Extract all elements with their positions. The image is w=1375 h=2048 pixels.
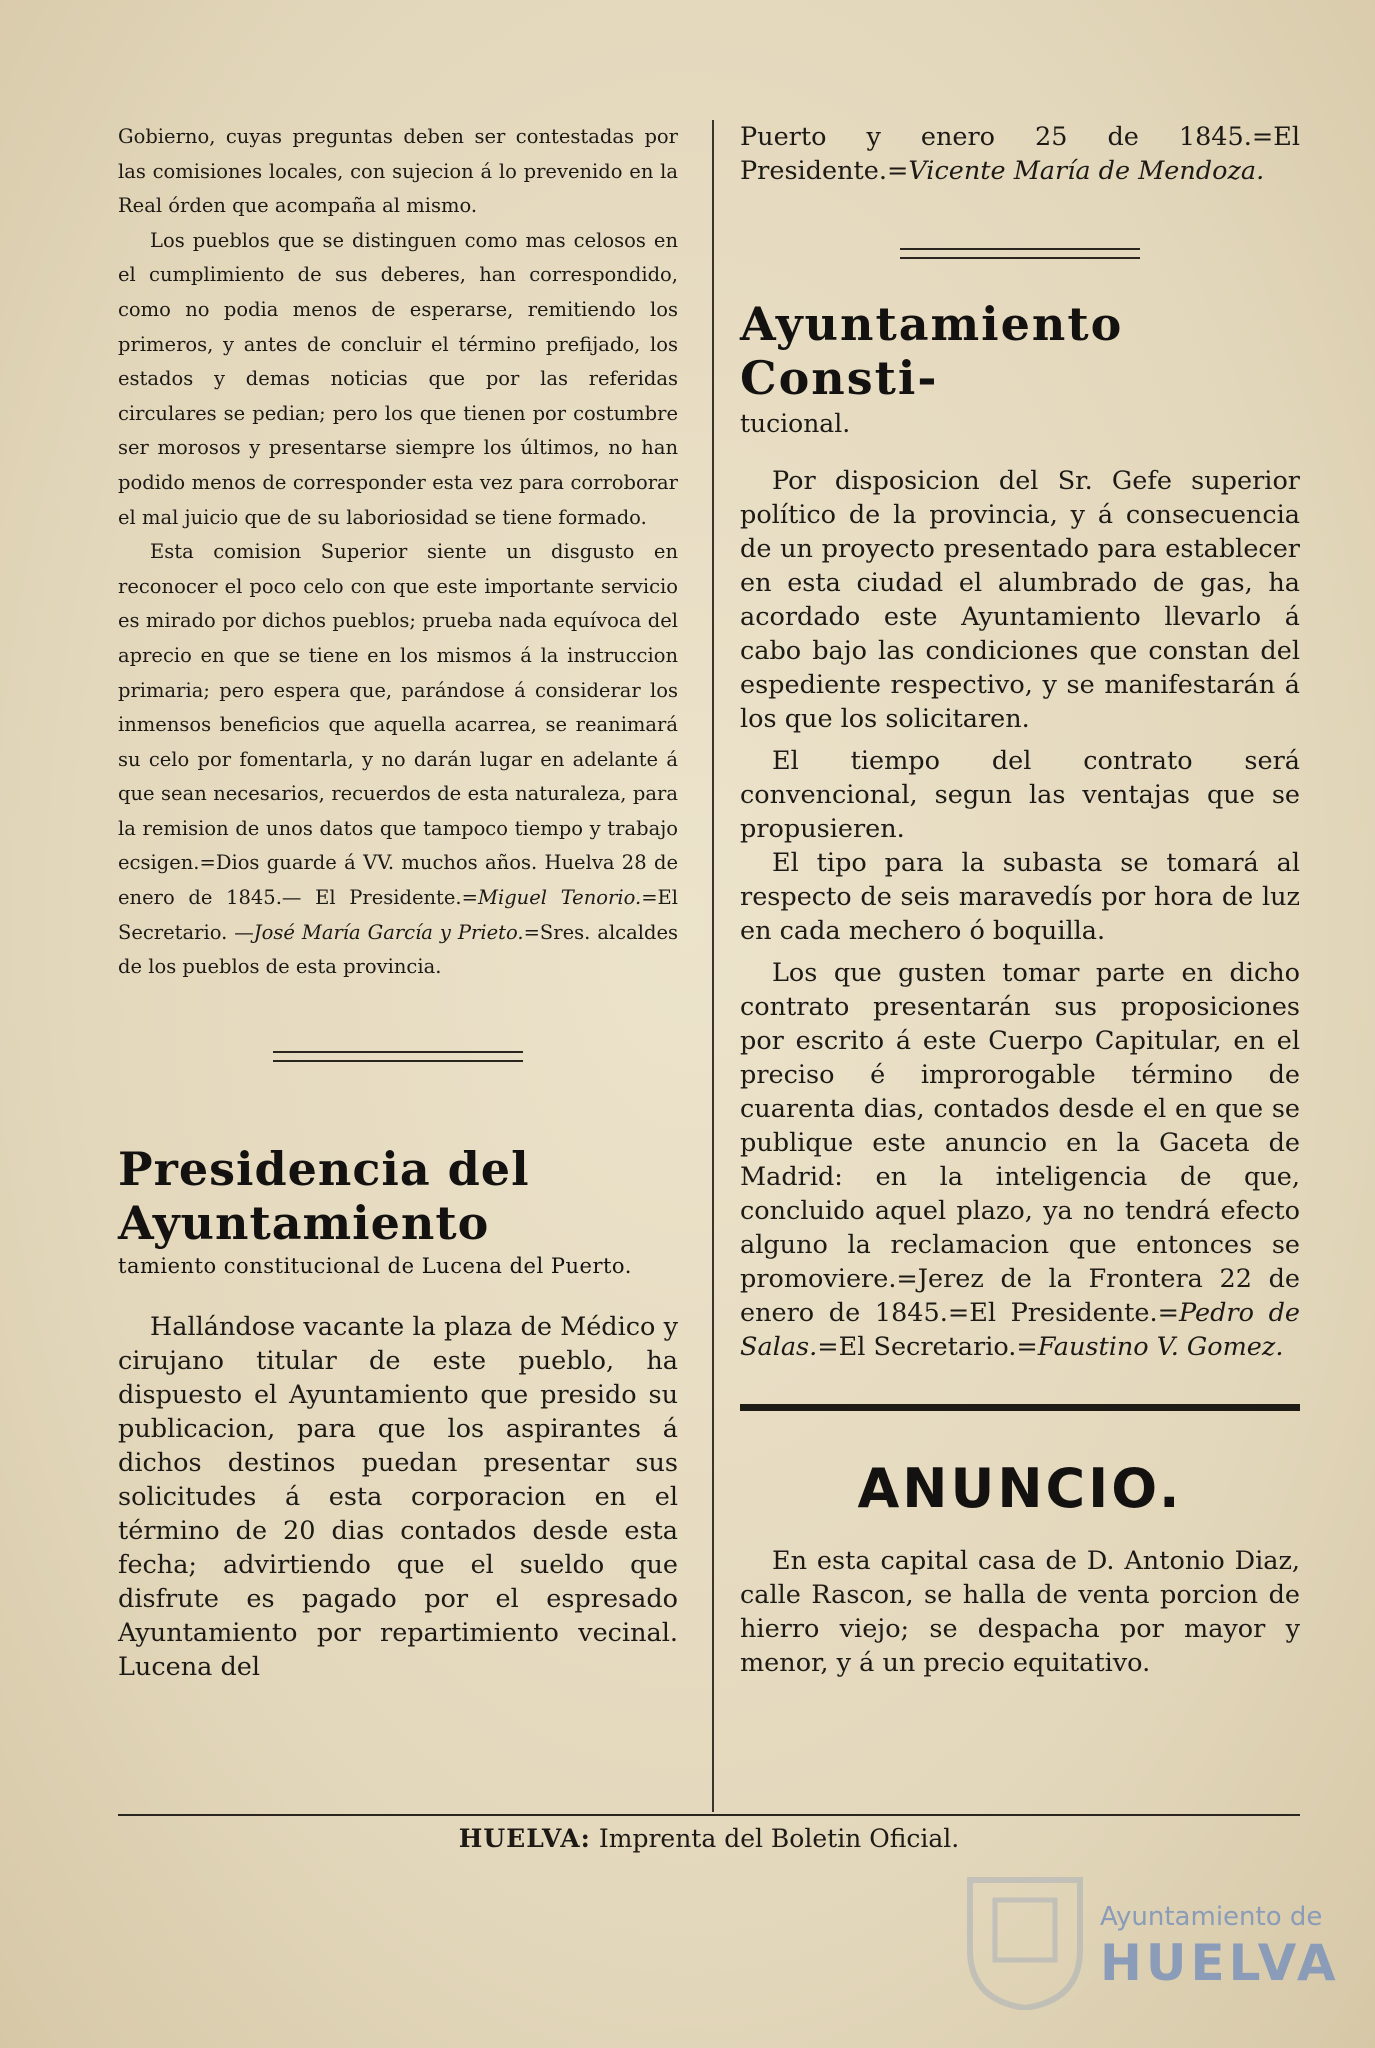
section-heading: Presidencia del Ayuntamiento (118, 1141, 530, 1250)
paragraph: Hallándose vacante la plaza de Médico y cirujano titular de este pueblo, ha dispuesto el Ayuntamiento que presido su publicacion, para que los aspirantes á dichos destinos puedan presentar sus solicitudes á esta corporacion en el término de 20 dias contados desde esta fecha; advirtiendo que el sueldo que disfrute es pagado por el espresado Ayuntamiento por repartimiento vecinal. Lucena del (118, 1311, 678, 1682)
imprint-place: HUELVA: (458, 1824, 591, 1853)
paragraph: El tiempo del contrato será convencional, segun las ventajas que se propusieren. (740, 746, 1300, 844)
imprint-line (118, 1824, 1300, 1853)
section-divider (900, 248, 1140, 259)
signature: Faustino V. Gomez. (1037, 1332, 1284, 1362)
footer (118, 1814, 1300, 1853)
signature: José María García y Prieto. (253, 920, 524, 944)
paragraph-text: Esta comision Superior siente un disgusto en reconocer el poco celo con que este importante servicio es mirado por dichos pueblos; prueba nada equívoca del aprecio en que se tiene en los mismos á la instruccion primaria; pero espera que, parándose á considerar los inmensos beneficios que aquella acarrea, se reanimará su celo por fomentarla, y no darán lugar en adelante á que sean necesarios, recuerdos de esta naturaleza, para la remision de unos datos que tampoco tiempo y trabajo ecsigen.=Dios guarde á VV. muchos años. Huelva 28 de enero de 1845.— El Presidente.= (118, 540, 678, 910)
footer-rule (118, 1814, 1300, 1816)
paragraph-text: =El Secretario.= (817, 1332, 1038, 1362)
lucena-notice-end (740, 120, 1300, 188)
paragraph-text: Los que gusten tomar parte en dicho contrato presentarán sus proposiciones por escrito á este Cuerpo Capitular, en el preciso é improrogable término de cuarenta dias, contados desde el en que se publique este anuncio en la Gaceta de Madrid: en la inteligencia de que, concluido aquel plazo, ya no tendrá efecto alguno la reclamacion que entonces se promoviere.=Jerez de la Frontera 22 de enero de 1845.=El Presidente.= (740, 958, 1300, 1328)
commission-notice (118, 120, 678, 985)
section-divider (740, 1404, 1300, 1411)
column-divider (712, 120, 714, 1812)
paragraph (740, 956, 1300, 1364)
right-column (740, 120, 1300, 1680)
section-subheading: tamiento constitucional de Lucena del Puerto. (118, 1253, 632, 1278)
paragraph: Por disposicion del Sr. Gefe superior político de la provincia, y á consecuencia de un proyecto presentado para establecer en esta ciudad el alumbrado de gas, ha acordado este Ayuntamiento llevarlo á cabo bajo las condiciones que constan del espediente respectivo, y se manifestarán á los que los solicitaren. (740, 466, 1300, 734)
paragraph: El tipo para la subasta se tomará al respecto de seis maravedís por hora de luz en cada mechero ó boquilla. (740, 848, 1300, 946)
imprint-text: Imprenta del Boletin Oficial. (598, 1824, 960, 1853)
left-column (118, 120, 678, 1684)
anuncio-heading: ANUNCIO. (857, 1457, 1183, 1520)
paragraph-text: Puerto y enero 25 de 1845.=El Presidente.= (740, 122, 1300, 186)
anuncio-notice (740, 1457, 1300, 1680)
section-heading: Ayuntamiento Consti- (740, 297, 1124, 405)
paragraph: Gobierno, cuyas preguntas deben ser contestadas por las comisiones locales, con sujecion á lo prevenido en la Real órden que acompaña al mismo. (118, 125, 678, 218)
watermark-line2: HUELVA (1100, 1934, 1340, 1992)
lucena-notice (118, 1142, 678, 1684)
signature: Pedro de Salas. (740, 1298, 1300, 1362)
paragraph: En esta capital casa de D. Antonio Diaz, calle Rascon, se halla de venta porcion de hierro viejo; se despacha por mayor y menor, y á un precio equitativo. (740, 1546, 1300, 1678)
paragraph (118, 535, 678, 985)
paragraph: Los pueblos que se distinguen como mas celosos en el cumplimiento de sus deberes, han correspondido, como no podia menos de esperarse, remitiendo los primeros, y antes de concluir el término prefijado, los estados y demas noticias que por las referidas circulares se pedian; pero los que tienen por costumbre ser morosos y presentarse siempre los últimos, no han podido menos de corresponder esta vez para corroborar el mal juicio que de su laboriosidad se tiene formado. (118, 228, 678, 529)
section-subheading: tucional. (740, 409, 851, 438)
watermark-line1: Ayuntamiento de (1100, 1902, 1323, 1932)
jerez-notice (740, 297, 1300, 1364)
signature: Miguel Tenorio. (477, 886, 642, 910)
signature: Vicente María de Mendoza. (908, 156, 1265, 186)
section-divider (273, 1051, 523, 1062)
paragraph-text: =Sres. alcaldes de los pueblos de esta provincia. (118, 920, 679, 979)
paragraph (740, 120, 1300, 188)
paragraph-text: =El Secretario. — (118, 886, 678, 944)
